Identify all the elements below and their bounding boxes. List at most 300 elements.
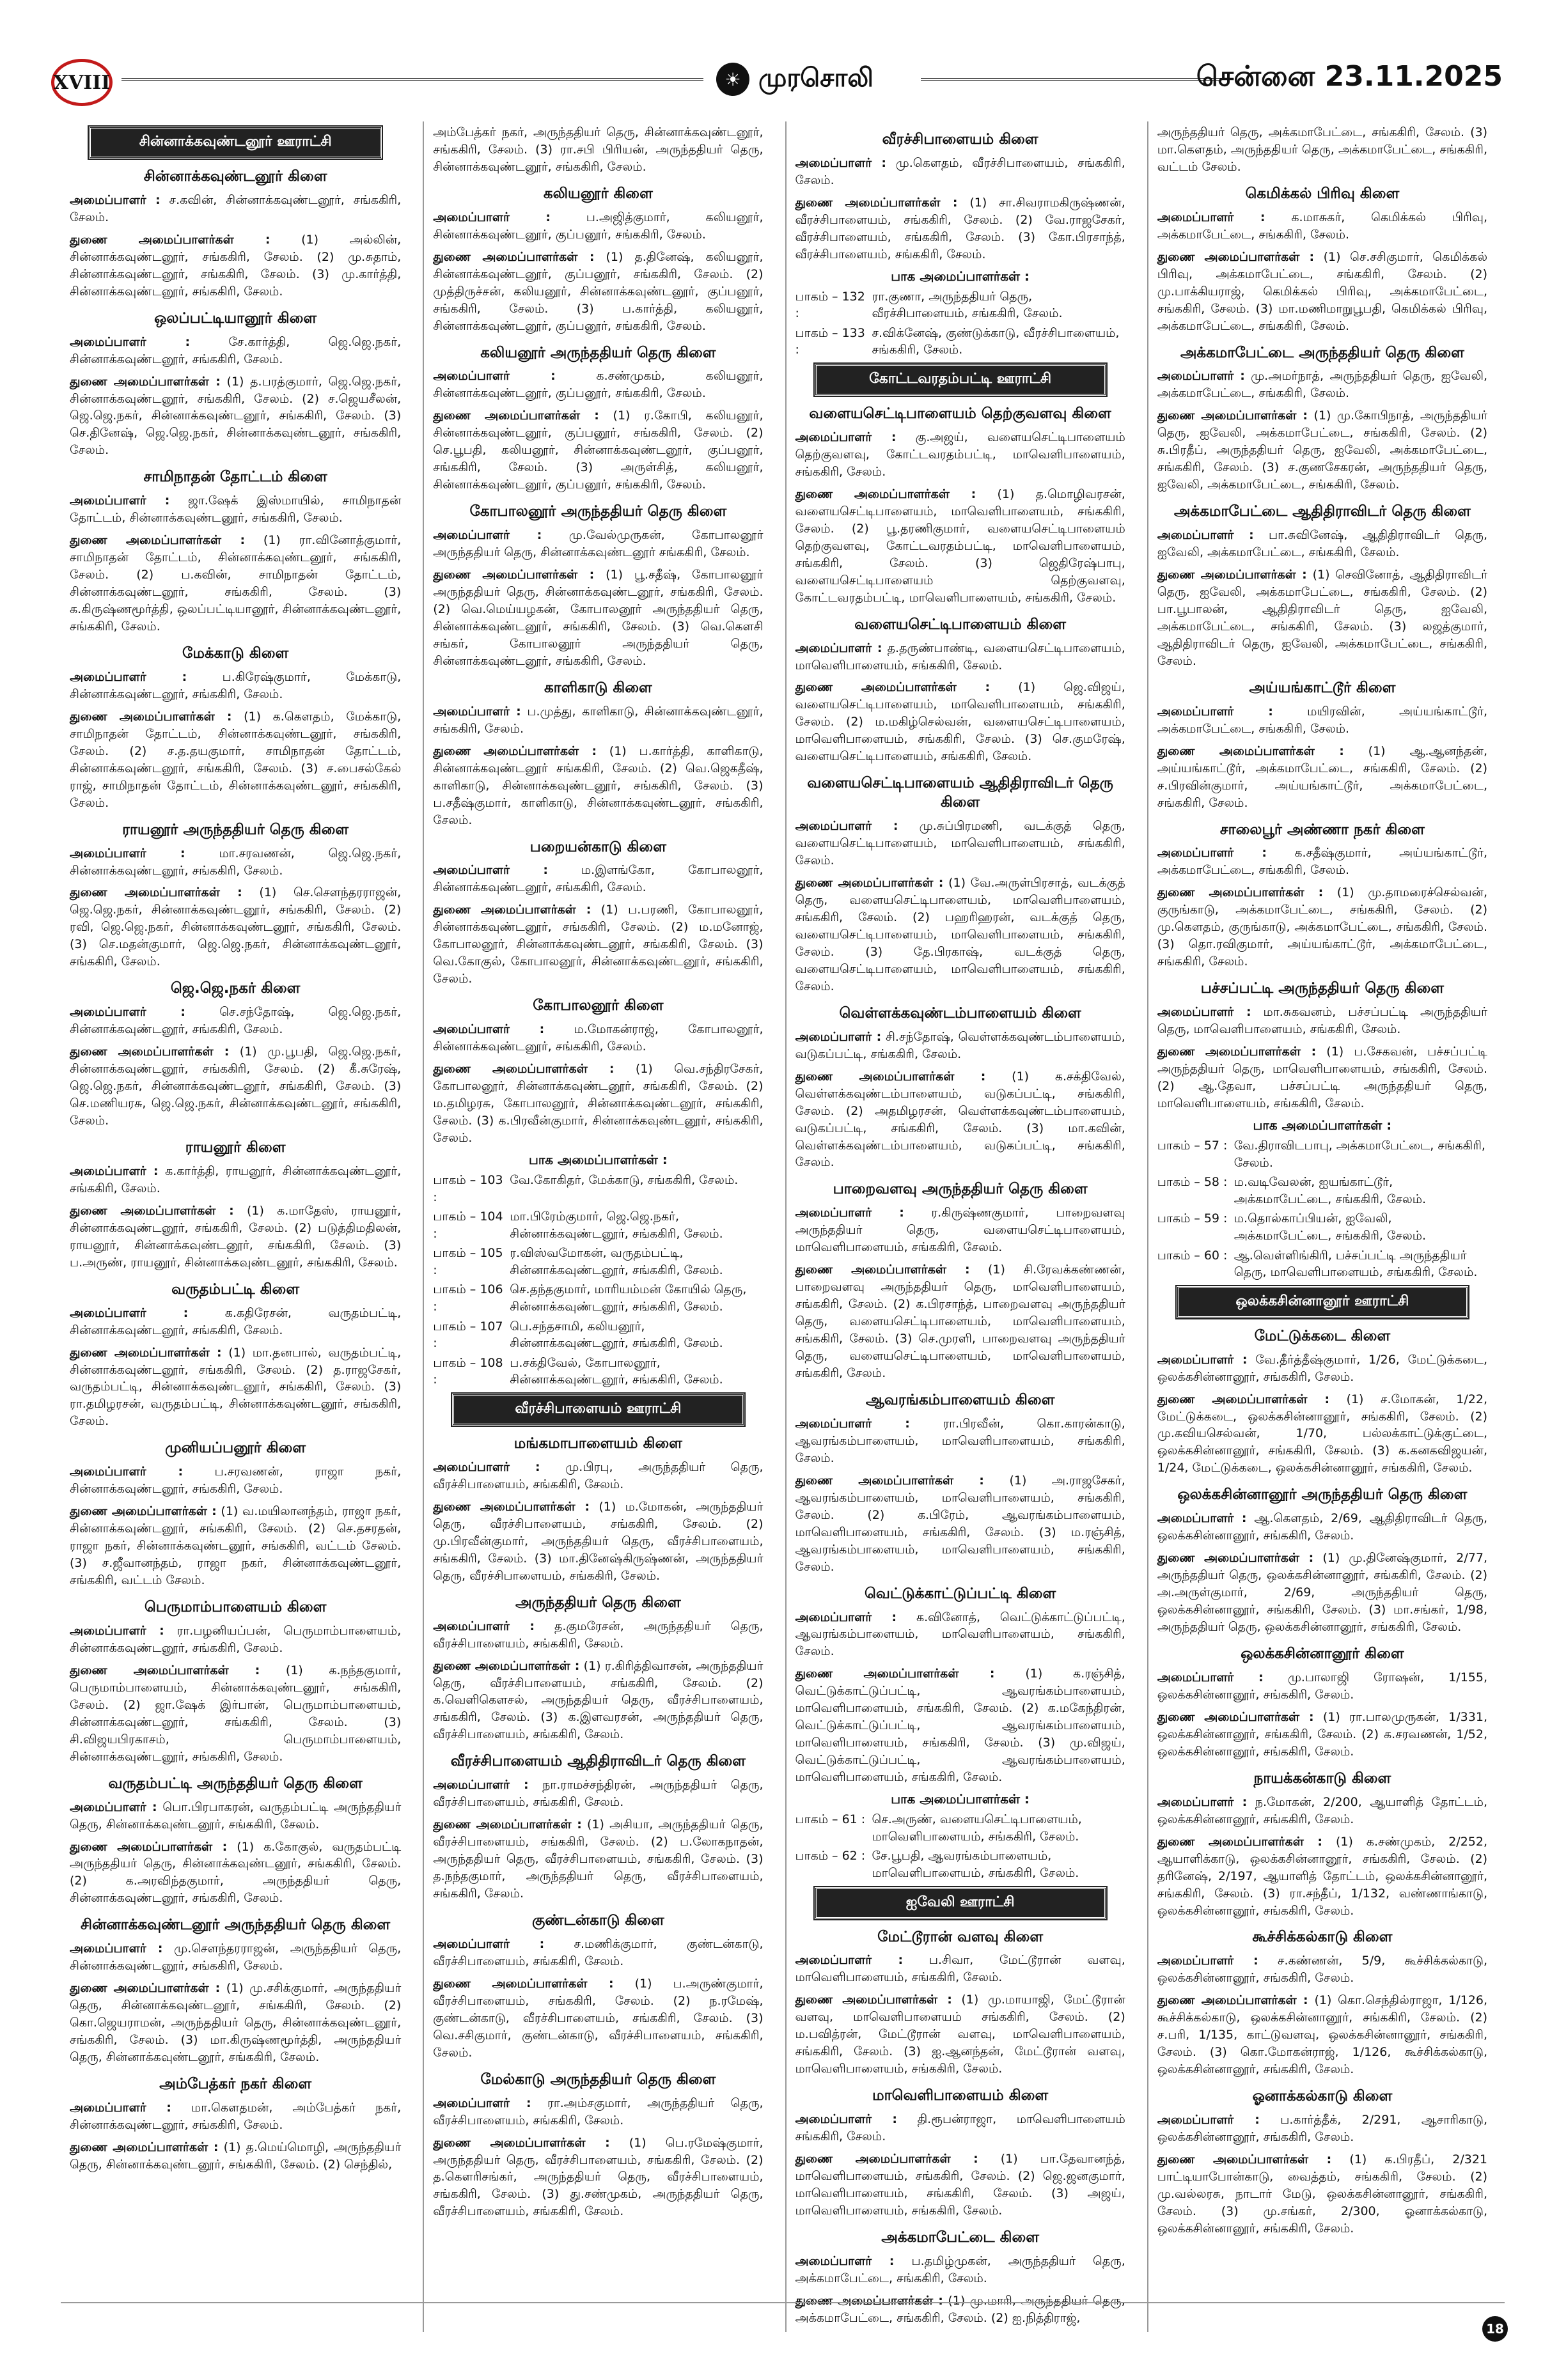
organiser-names: (1) பெ.ரமேஷ்குமார், அருந்ததியர் தெரு, வீரச்சிபாளையம், சங்ககிரி, சேலம். (2) த.கௌரிசங்கர், அருந்ததியர் தெரு, வீரச்சிபாளையம், சங்ககிரி, சேலம். (3) து.சண்முகம், அருந்ததியர் தெரு, வீரச்சிபாளையம், சங்ககிரி, சேலம்.: [433, 2135, 764, 2219]
booth-row: [433, 1172, 763, 1206]
branch-heading: பாறைவளவு அருந்ததியர் தெரு கிளை: [833, 1181, 1088, 1198]
role-label: அமைப்பாளர் :: [70, 1941, 163, 1956]
organiser-names: க.சதீஷ்குமார், அய்யங்காட்டூர், அக்கமாபேட்டை, சங்ககிரி, சேலம்.: [1157, 846, 1487, 878]
role-label: துணை அமைப்பாளர்கள் :: [795, 486, 976, 501]
role-label: துணை அமைப்பாளர்கள் :: [1157, 1045, 1317, 1059]
column-2: [423, 121, 772, 2332]
organiser-entry: [433, 703, 763, 738]
organiser-names: (1) க.கோகுல், வருதம்பட்டி அருந்ததியர் தெரு, சின்னாக்கவுண்டனூர், சங்ககிரி, சேலம். (2) க.அரவிந்தகுமார், அருந்ததியர் தெரு, சின்னாக்கவுண்டனூர், சங்ககிரி, சேலம்.: [70, 1839, 402, 1906]
organiser-entry: [1157, 1550, 1487, 1636]
branch-heading: மேட்டுக்கடை கிளை: [1254, 1327, 1391, 1344]
organiser-names: (1) சி.ரேவக்கண்ணன், பாறைவளவு அருந்ததியர் தெரு, மாவெளிபாளையம், சங்ககிரி, சேலம். (2) க.பிரசாந்த், பாறைவளவு அருந்ததியர் தெரு, வளையசெட்டிபாளையம், மாவெளிபாளையம், சங்ககிரி, சேலம். (3) செ.முரளி, பாறைவளவு அருந்ததியர் தெரு, வளையசெட்டிபாளையம், மாவெளிபாளையம், சங்ககிரி, சேலம்.: [795, 1263, 1125, 1381]
organiser-names: (1) க.சக்திவேல், வெள்ளக்கவுண்டம்பாளையம், வடுகப்பட்டி, சங்ககிரி, சேலம். (2) அதமிழரசன், வெள்ளக்கவுண்டம்பாளையம், வடுகப்பட்டி, சங்ககிரி, சேலம். (3) மா.கவின், வெள்ளக்கவுண்டம்பாளையம், வடுகப்பட்டி, சங்ககிரி, சேலம்.: [795, 1069, 1125, 1170]
organiser-names: ர.கிருஷ்ணகுமார், பாறைவளவு அருந்ததியர் தெரு, வளையசெட்டிபாளையம், மாவெளிபாளையம், சங்ககிரி, சேலம்.: [795, 1206, 1125, 1255]
organiser-names: (1) கொ.செந்தில்ராஜா, 1/126, கூச்சிக்கல்காடு, ஒலக்கசின்னானூர், சங்ககிரி, சேலம். (2) ச.பரி, 1/135, காட்டுவளவு, ஒலக்கசின்னானூர், சங்ககிரி, சேலம். (3) கொ.மோகன்ராஜ், 1/126, கூச்சிக்கல்காடு, ஒலக்கசின்னானூர், சங்ககிரி, சேலம்.: [1157, 1993, 1487, 2077]
booth-organiser: ஆ.வெள்ளிங்கிரி, பச்சப்பட்டி அருந்ததியர் தெரு, மாவெளிபாளையம், சங்ககிரி, சேலம்.: [1234, 1248, 1478, 1280]
role-label: அமைப்பாளர் :: [433, 210, 551, 224]
organiser-names: மு.பாலாஜி ரோஷன், 1/155, ஒலக்கசின்னானூர், சங்ககிரி, சேலம்.: [1157, 1670, 1487, 1702]
role-label: துணை அமைப்பாளர்கள் :: [795, 876, 944, 891]
organiser-entry: [1157, 2112, 1487, 2146]
panchayat-heading: வீரச்சிபாளையம் ஊராட்சி: [452, 1394, 744, 1426]
organiser-names: ந.மோகன், 2/200, ஆயாளித் தோட்டம், ஒலக்கசின்னானூர், சங்ககிரி, சேலம்.: [1157, 1794, 1488, 1826]
branch-heading: குண்டன்காடு கிளை: [531, 1912, 664, 1929]
organiser-names: (1) ப.பரணி, கோபாலனூர், சின்னாக்கவுண்டனூர், சங்ககிரி, சேலம். (2) ம.மனோஜ், கோபாலனூர், சின்னாக்கவுண்டனூர், சங்ககிரி, சேலம். (3) வெ.கோகுல், கோபாலனூர், சின்னாக்கவுண்டனூர், சங்ககிரி, சேலம்.: [433, 903, 764, 986]
organiser-entry: [795, 1609, 1125, 1661]
branch-heading: வீரச்சிபாளையம் ஆதிதிராவிடர் தெரு கிளை: [450, 1753, 746, 1770]
organiser-names: நா.ராமச்சந்திரன், அருந்ததியர் தெரு, வீரச்சிபாளையம், சங்ககிரி, சேலம்.: [433, 1778, 764, 1810]
organiser-names: (1) பூ.சதீஷ், கோபாலனூர் அருந்ததியர் தெரு, சின்னாக்கவுண்டனூர், சங்ககிரி, சேலம். (2) வெ.மெய்யழகன், கோபாலனூர் அருந்ததியர் தெரு, சின்னாக்கவுண்டனூர், சங்ககிரி, சேலம். (3) வெ.கௌசி சங்கர், கோபாலனூர் அருந்ததியர் தெரு, சின்னாக்கவுண்டனூர், சங்ககிரி, சேலம்.: [433, 568, 764, 668]
role-label: துணை அமைப்பாளர்கள் :: [70, 1045, 230, 1059]
booth-row: [433, 1208, 763, 1242]
organiser-names: (1) மு.தினேஷ்குமார், 2/77, அருந்ததியர் தெரு, ஒலக்கசின்னானூர், சங்ககிரி, சேலம். (2) அ.அருள்குமார், 2/69, அருந்ததியர் தெரு, ஒலக்கசின்னானூர், சங்ககிரி, சேலம். (3) மா.சங்கர், 1/98, அருந்ததியர் தெரு, ஒலக்கசின்னானூர், சங்ககிரி, சேலம்.: [1157, 1551, 1487, 1635]
organiser-names: செ.சந்தோஷ், ஜெ.ஜெ.நகர், சின்னாக்கவுண்டனூர், சங்ககிரி, சேலம்.: [70, 1005, 402, 1037]
organiser-entry: [70, 1463, 401, 1498]
panchayat-heading: சின்னாக்கவுண்டனூர் ஊராட்சி: [89, 127, 382, 159]
booth-row: [795, 288, 1125, 322]
booth-row: [433, 1318, 763, 1352]
organiser-names: (1) க.நந்தகுமார், பெருமாம்பாளையம், சின்னாக்கவுண்டனூர், சங்ககிரி, சேலம். (2) ஜா.ஷேக் இர்பான், பெருமாம்பாளையம், சின்னாக்கவுண்டனூர், சங்ககிரி, சேலம். (3) சி.விஜயபிரகாசம், பெருமாம்பாளையம், சின்னாக்கவுண்டனூர், சங்ககிரி, சேலம்.: [70, 1663, 402, 1764]
branch-heading: ஒலக்கசின்னானூர் கிளை: [1241, 1645, 1404, 1663]
branch-heading: ஆவரங்கம்பாளையம் கிளை: [865, 1392, 1055, 1409]
role-label: அமைப்பாளர் :: [795, 155, 886, 170]
organiser-entry: [433, 124, 763, 176]
role-label: துணை அமைப்பாளர்கள் :: [795, 1069, 986, 1084]
role-label: அமைப்பாளர் :: [795, 2253, 895, 2268]
organiser-entry: [433, 1816, 763, 1902]
organiser-names: ப.சரவணன், ராஜா நகர், சின்னாக்கவுண்டனூர், சங்ககிரி, சேலம்.: [70, 1465, 402, 1497]
role-label: அமைப்பாளர் :: [433, 369, 556, 384]
organiser-entry: [1157, 1952, 1487, 1987]
sunrise-emblem-icon: ☀: [716, 63, 749, 96]
organiser-names: க.மாசுகர், கெமிக்கல் பிரிவு, அக்கமாபேட்டை, சங்ககிரி, சேலம்.: [1157, 210, 1487, 242]
role-label: துணை அமைப்பாளர்கள் :: [795, 195, 958, 210]
branch-heading: ஒலப்பட்டியானூர் கிளை: [154, 309, 317, 327]
organiser-names: (1) ர.கோபி, கலியனூர், சின்னாக்கவுண்டனூர், குப்பனூர், சங்ககிரி, சேலம். (2) செ.பூபதி, கலியனூர், சின்னாக்கவுண்டனூர், குப்பனூர், சங்ககிரி, சேலம். (3) அருள்சித், கலியனூர், சின்னாக்கவுண்டனூர், குப்பனூர், சங்ககிரி, சேலம்.: [433, 408, 764, 492]
organiser-entry: [795, 429, 1125, 481]
booth-number: பாகம் – 132 :: [795, 289, 865, 321]
paper-name: முரசொலி: [758, 63, 873, 93]
organiser-names: (1) மு.கோபிநாத், அருந்ததியர் தெரு, ஐவேலி, அக்கமாபேட்டை, சங்ககிரி, சேலம். (2) சு.பிரதீப், அருந்ததியர் தெரு, ஐவேலி, அக்கமாபேட்டை, சங்ககிரி, சேலம். (3) ச.குணசேகரன், அருந்ததியர் தெரு, ஐவேலி, அக்கமாபேட்டை, சங்ககிரி, சேலம்.: [1157, 408, 1487, 492]
booth-number: பாகம் – 107 :: [433, 1319, 503, 1351]
role-label: துணை அமைப்பாளர்கள் :: [1157, 249, 1315, 264]
organiser-entry: [795, 2292, 1125, 2327]
booth-number: பாகம் – 59 :: [1157, 1211, 1228, 1226]
organiser-entry: [1157, 2151, 1487, 2237]
organiser-names: ரா.பிரவீன், கொ.காரன்காடு, ஆவரங்கம்பாளையம், மாவெளிபாளையம், சங்ககிரி, சேலம்.: [795, 1416, 1125, 1465]
organiser-entry: [795, 1029, 1125, 1063]
branch-heading: ராயனூர் கிளை: [185, 1139, 286, 1156]
booth-organiser: ப.சக்திவேல், கோபாலனூர், சின்னாக்கவுண்டனூர், சங்ககிரி, சேலம்.: [510, 1355, 723, 1387]
role-label: அமைப்பாளர் :: [795, 2112, 897, 2127]
organiser-names: (1) செவினோத், ஆதிதிராவிடர் தெரு, ஐவேலி, அக்கமாபேட்டை, சங்ககிரி, சேலம். (2) பா.பூபாலன், ஆதிதிராவிடர் தெரு, ஐவேலி, அக்கமாபேட்டை, சங்ககிரி, சேலம். (3) லஜத்குமார், ஆதிதிராவிடர் தெரு, ஐவேலி, அக்கமாபேட்டை, சங்ககிரி, சேலம்.: [1157, 568, 1487, 668]
role-label: அமைப்பாளர் :: [1157, 2113, 1260, 2127]
organiser-entry: [1157, 124, 1487, 176]
branch-heading: கோபாலனூர் அருந்ததியர் தெரு கிளை: [469, 503, 727, 520]
role-label: அமைப்பாளர் :: [433, 1459, 540, 1474]
organiser-names: (1) க.மாதேஸ், ராயனூர், சின்னாக்கவுண்டனூர், சங்ககிரி, சேலம். (2) படுத்திமதிலன், ராயனூர், சின்னாக்கவுண்டனூர், சங்ககிரி, சேலம். (3) ப.அருண், ராயனூர், சின்னாக்கவுண்டனூர், சங்ககிரி, சேலம்.: [70, 1203, 402, 1270]
branch-heading: அருந்ததியர் தெரு கிளை: [515, 1594, 681, 1611]
organiser-entry: [795, 1952, 1125, 1986]
branch-heading: மேட்டூரான் வளவு கிளை: [877, 1928, 1044, 1945]
panchayat-heading: ஒலக்கசின்னானூர் ஊராட்சி: [1177, 1286, 1468, 1318]
branch-heading: அம்பேத்கர் நகர் கிளை: [159, 2076, 312, 2093]
branch-heading: வெட்டுக்காட்டுப்பட்டி கிளை: [865, 1585, 1056, 1602]
organiser-names: (1) அசியா, அருந்ததியர் தெரு, வீரச்சிபாளையம், சங்ககிரி, சேலம். (2) ப.லோகநாதன், அருந்ததியர் தெரு, வீரச்சிபாளையம், சங்ககிரி, சேலம். (3) த.நந்தகுமார், அருந்ததியர் தெரு, வீரச்சிபாளையம், சங்ககிரி, சேலம்.: [433, 1817, 764, 1901]
organiser-entry: [70, 334, 401, 368]
booth-number: பாகம் – 62 :: [795, 1849, 866, 1863]
organiser-names: கு.அஜய், வளையசெட்டிபாளையம் தெற்குவளவு, கோட்டவரதம்பட்டி, மாவெளிபாளையம், சங்ககிரி, சேலம்.: [795, 430, 1125, 479]
organiser-names: (1) அ.ராஜசேகர், ஆவரங்கம்பாளையம், மாவெளிபாளையம், சங்ககிரி, சேலம். (2) க.பிரேம், ஆவரங்கம்பாளையம், மாவெளிபாளையம், சங்ககிரி, சேலம். (3) ம.ரஞ்சித், ஆவரங்கம்பாளையம், மாவெளிபாளையம், சங்ககிரி, சேலம்.: [795, 1473, 1125, 1574]
role-label: துணை அமைப்பாளர்கள் :: [433, 2135, 610, 2150]
organiser-entry: [433, 1975, 763, 2062]
branch-heading: அக்கமாபேட்டை ஆதிதிராவிடர் தெரு கிளை: [1173, 503, 1471, 520]
role-label: அமைப்பாளர் :: [70, 192, 161, 207]
organiser-names: மு.வேல்முருகன், கோபாலனூர் அருந்ததியர் தெரு, சின்னாக்கவுண்டனூர் சங்ககிரி, சேலம்.: [433, 528, 764, 560]
booth-number: பாகம் – 60 :: [1157, 1248, 1228, 1263]
organiser-entry: [433, 862, 763, 896]
organiser-entry: [70, 708, 401, 812]
role-label: துணை அமைப்பாளர்கள் :: [795, 1263, 970, 1277]
branch-heading: அக்கமாபேட்டை கிளை: [881, 2228, 1039, 2246]
organiser-entry: [795, 1415, 1125, 1467]
organiser-names: க.கார்த்தி, ராயனூர், சின்னாக்கவுண்டனூர், சங்ககிரி, சேலம்.: [70, 1163, 402, 1195]
organiser-entry: [433, 566, 763, 670]
organiser-entry: [1157, 1351, 1487, 1386]
branch-heading: சாமிநாதன் தோட்டம் கிளை: [143, 469, 327, 486]
role-label: துணை அமைப்பாளர்கள் :: [70, 885, 242, 900]
organiser-entry: [70, 1799, 401, 1833]
branch-heading: கலியனூர் அருந்ததியர் தெரு கிளை: [480, 344, 716, 361]
branch-heading: வளையசெட்டிபாளையம் ஆதிதிராவிடர் தெரு கிளை: [807, 775, 1113, 811]
role-label: துணை அமைப்பாளர்கள் :: [70, 1663, 260, 1677]
booth-number: பாகம் – 108 :: [433, 1355, 503, 1387]
organiser-entry: [70, 1043, 401, 1130]
booth-organisers-heading: பாக அமைப்பாளர்கள் :: [891, 1791, 1030, 1807]
organiser-names: மு.பிரபு, அருந்ததியர் தெரு, வீரச்சிபாளையம், சங்ககிரி, சேலம்.: [433, 1459, 764, 1491]
role-label: துணை அமைப்பாளர்கள் :: [795, 1473, 984, 1488]
booth-row: [795, 1847, 1125, 1881]
role-label: அமைப்பாளர் :: [1157, 1352, 1248, 1367]
organiser-names: ம.மோகன்ராஜ், கோபாலனூர், சின்னாக்கவுண்டனூர், சங்ககிரி, சேலம்.: [433, 1022, 764, 1054]
organiser-names: மயிரவின், அய்யங்காட்டூர், அக்கமாபேட்டை, சங்ககிரி, சேலம்.: [1157, 704, 1487, 736]
organiser-entry: [795, 486, 1125, 607]
booth-row: [795, 325, 1125, 359]
booth-number: பாகம் – 57 :: [1157, 1138, 1228, 1153]
booth-number: பாகம் – 105 :: [433, 1246, 503, 1277]
organiser-entry: [1157, 884, 1487, 970]
booth-organisers-heading: பாக அமைப்பாளர்கள் :: [528, 1151, 668, 1167]
role-label: துணை அமைப்பாளர்கள் :: [433, 408, 599, 423]
booth-row: [1157, 1174, 1487, 1208]
organiser-entry: [70, 192, 401, 226]
organiser-names: த.தருண்பாண்டி, வளையசெட்டிபாளையம், மாவெளிபாளையம், சங்ககிரி, சேலம்.: [795, 641, 1125, 673]
organiser-names: (1) அல்லின், சின்னாக்கவுண்டனூர், சங்ககிரி, சேலம். (2) மு.சுதாம், சின்னாக்கவுண்டனூர், சங்ககிரி, சேலம். (3) மு.கார்த்தி, சின்னாக்கவுண்டனூர், சங்ககிரி, சேலம்.: [70, 232, 402, 299]
organiser-entry: [1157, 1391, 1487, 1477]
organiser-names: (1) மு.பூபதி, ஜெ.ஜெ.நகர், சின்னாக்கவுண்டனூர், சங்ககிரி, சேலம். (2) கீ.சுரேஷ், ஜெ.ஜெ.நகர், சின்னாக்கவுண்டனூர், சங்ககிரி, சேலம். (3) செ.மணியரசு, ஜெ.ஜெ.நகர், சின்னாக்கவுண்டனூர், சங்ககிரி, சேலம்.: [70, 1045, 402, 1128]
organiser-entry: [1157, 249, 1487, 335]
role-label: அமைப்பாளர் :: [433, 1022, 545, 1037]
role-label: துணை அமைப்பாளர்கள் :: [1157, 743, 1344, 758]
role-label: அமைப்பாளர் :: [433, 1619, 535, 1633]
organiser-entry: [433, 1021, 763, 1055]
organiser-entry: [70, 492, 401, 527]
role-label: துணை அமைப்பாளர்கள் :: [433, 1062, 615, 1077]
organiser-entry: [1157, 844, 1487, 879]
booth-number: பாகம் – 106 :: [433, 1282, 503, 1314]
organiser-entry: [795, 155, 1125, 189]
header-rule-left: [121, 78, 703, 81]
role-label: துணை அமைப்பாளர்கள் :: [433, 903, 591, 917]
role-label: அமைப்பாளர் :: [1157, 704, 1273, 719]
role-label: துணை அமைப்பாளர்கள் :: [1157, 568, 1307, 582]
organiser-names: வே.தீர்த்தீஷ்குமார், 1/26, மேட்டுக்கடை, ஒலக்கசின்னானூர், சங்ககிரி, சேலம்.: [1157, 1352, 1487, 1384]
branch-heading: ஓனாக்கல்காடு கிளை: [1252, 2088, 1393, 2105]
role-label: அமைப்பாளர் :: [70, 2100, 171, 2115]
role-label: அமைப்பாளர் :: [70, 669, 187, 684]
role-label: அமைப்பாளர் :: [70, 1800, 157, 1814]
booth-row: [1157, 1137, 1487, 1171]
booth-row: [433, 1281, 763, 1315]
role-label: அமைப்பாளர் :: [795, 430, 897, 444]
organiser-entry: [795, 1204, 1125, 1256]
footer-rule: [61, 2302, 1505, 2303]
organiser-entry: [433, 743, 763, 829]
branch-heading: சாலைபூர் அண்ணா நகர் கிளை: [1219, 821, 1425, 838]
branch-heading: முனியப்பனூர் கிளை: [165, 1440, 306, 1457]
branch-heading: கலியனூர் கிளை: [543, 185, 653, 202]
organiser-names: (1) வே.அருள்பிரசாத், வடக்குத் தெரு, வளையசெட்டிபாளையம், மாவெளிபாளையம், சங்ககிரி, சேலம். (2) பஹரிஹரன், வடக்குத் தெரு, வளையசெட்டிபாளையம், மாவெளிபாளையம், சங்ககிரி, சேலம். (3) தே.பிரகாஷ், வடக்குத் தெரு, வளையசெட்டிபாளையம், மாவெளிபாளையம், சங்ககிரி, சேலம்.: [795, 876, 1125, 993]
organiser-names: க.வினோத், வெட்டுக்காட்டுப்பட்டி, ஆவரங்கம்பாளையம், மாவெளிபாளையம், சங்ககிரி, சேலம்.: [795, 1610, 1125, 1659]
organiser-names: (1) மா.தனபால், வருதம்பட்டி, சின்னாக்கவுண்டனூர், சங்ககிரி, சேலம். (2) த.ராஜசேகர், வருதம்பட்டி, சின்னாக்கவுண்டனூர், சங்ககிரி, சேலம். (3) ரா.தமிழரசன், வருதம்பட்டி, சின்னாக்கவுண்டனூர், சங்ககிரி, சேலம்.: [70, 1345, 402, 1429]
branch-heading: வளையசெட்டிபாளையம் கிளை: [854, 616, 1066, 633]
booth-number: பாகம் – 103 :: [433, 1172, 503, 1204]
organiser-names: (1) செ.சசிகுமார், கெமிக்கல் பிரிவு, அக்கமாபேட்டை, சங்ககிரி, சேலம். (2) மு.பாக்கியராஜ், கெமிக்கல் பிரிவு, அக்கமாபேட்டை, சங்ககிரி, சேலம். (3) மா.மணிமாறுபூபதி, கெமிக்கல் பிரிவு, அக்கமாபேட்டை, சங்ககிரி, சேலம்.: [1157, 249, 1488, 333]
organiser-names: (1) மு.தாமரைச்செல்வன், குருங்காடு, அக்கமாபேட்டை, சங்ககிரி, சேலம். (2) மு.கௌதம், குருங்காடு, அக்கமாபேட்டை, சங்ககிரி, சேலம். (3) தொ.ரவிகுமார், அய்யங்காட்டூர், அக்கமாபேட்டை, சங்ககிரி, சேலம்.: [1157, 885, 1488, 969]
role-label: துணை அமைப்பாளர்கள் :: [70, 374, 221, 389]
booth-number: பாகம் – 61 :: [795, 1812, 866, 1827]
organiser-names: (1) சா.சிவராமகிருஷ்ணன், வீரச்சிபாளையம், சங்ககிரி, சேலம். (2) வே.ராஜசேகர், வீரச்சிபாளையம், சங்ககிரி, சேலம். (3) கோ.பிரசாந்த், வீரச்சிபாளையம், சங்ககிரி, சேலம்.: [795, 195, 1125, 261]
booth-row: [1157, 1247, 1487, 1281]
organiser-names: ஆ.கௌதம், 2/69, ஆதிதிராவிடர் தெரு, ஒலக்கசின்னானூர், சங்ககிரி, சேலம்.: [1157, 1511, 1487, 1543]
booth-organiser: ச.விக்னேஷ், குண்டுக்காடு, வீரச்சிபாளையம், சங்ககிரி, சேலம்.: [872, 325, 1120, 357]
role-label: துணை அமைப்பாளர்கள் :: [1157, 1392, 1330, 1406]
organiser-names: (1) செ.சௌந்தரராஜன், ஜெ.ஜெ.நகர், சின்னாக்கவுண்டனூர், சங்ககிரி, சேலம். (2) ரவி, ஜெ.ஜெ.நகர், சின்னாக்கவுண்டனூர், சங்ககிரி, சேலம். (3) செ.மதன்குமார், ஜெ.ஜெ.நகர், சின்னாக்கவுண்டனூர், சங்ககிரி, சேலம்.: [70, 885, 402, 969]
booth-organiser: சே.பூபதி, ஆவரங்கம்பாளையம், மாவெளிபாளையம், சங்ககிரி, சேலம்.: [872, 1849, 1079, 1880]
branch-heading: வருதம்பட்டி கிளை: [171, 1280, 300, 1298]
role-label: அமைப்பாளர் :: [433, 704, 521, 719]
column-3: [785, 121, 1134, 2332]
organiser-entry: [70, 1004, 401, 1038]
organiser-entry: [70, 1980, 401, 2066]
organiser-names: க.கதிரேசன், வருதம்பட்டி, சின்னாக்கவுண்டனூர், சங்ககிரி, சேலம்.: [70, 1305, 402, 1337]
organiser-names: மா.கௌதமன், அம்பேத்கர் நகர், சின்னாக்கவுண்டனூர், சங்ககிரி, சேலம்.: [70, 2100, 402, 2132]
role-label: அமைப்பாளர் :: [70, 1163, 159, 1178]
booth-number: பாகம் – 104 :: [433, 1209, 503, 1241]
booth-organiser: செ.அருண், வளையசெட்டிபாளையம், மாவெளிபாளையம், சங்ககிரி, சேலம்.: [872, 1812, 1082, 1844]
branch-heading: சின்னாக்கவுண்டனூர் கிளை: [143, 168, 327, 185]
organiser-entry: [1157, 1794, 1487, 1828]
organiser-entry: [1157, 527, 1487, 561]
organiser-names: ப.கிரேஷ்குமார், மேக்காடு, சின்னாக்கவுண்டனூர், சங்ககிரி, சேலம்.: [70, 669, 402, 701]
organiser-names: ப.அஜித்குமார், கலியனூர், சின்னாக்கவுண்டனூர், குப்பனூர், சங்ககிரி, சேலம்.: [433, 210, 764, 242]
branch-heading: மேல்காடு அருந்ததியர் தெரு கிளை: [480, 2071, 716, 2088]
role-label: துணை அமைப்பாளர்கள் :: [1157, 408, 1308, 423]
organiser-entry: [795, 2253, 1125, 2287]
role-label: அமைப்பாளர் :: [1157, 528, 1254, 543]
role-label: அமைப்பாளர் :: [433, 863, 548, 878]
organiser-names: (1) ப.சேகவன், பச்சப்பட்டி அருந்ததியர் தெரு, மாவெளிபாளையம், சங்ககிரி, சேலம். (2) ஆ.தேவா, பச்சப்பட்டி அருந்ததியர் தெரு, மாவெளிபாளையம், சங்ககிரி, சேலம்.: [1157, 1045, 1488, 1110]
organiser-names: க.சண்முகம், கலியனூர், சின்னாக்கவுண்டனூர், குப்பனூர், சங்ககிரி, சேலம்.: [433, 369, 764, 401]
role-label: துணை அமைப்பாளர்கள் :: [433, 249, 595, 264]
organiser-entry: [70, 373, 401, 460]
branch-heading: மேக்காடு கிளை: [182, 645, 289, 662]
organiser-entry: [1157, 1004, 1487, 1038]
organiser-names: (1) ஜெ.விஜய், வளையசெட்டிபாளையம், மாவெளிபாளையம், சங்ககிரி, சேலம். (2) ம.மகிழ்செல்வன், வளையசெட்டிபாளையம், மாவெளிபாளையம், சங்ககிரி, சேலம். (3) செ.குமரேஷ், வளையசெட்டிபாளையம், சங்ககிரி, சேலம்.: [795, 680, 1125, 764]
organiser-entry: [433, 407, 763, 494]
organiser-names: (1) வ.மயிலானந்தம், ராஜா நகர், சின்னாக்கவுண்டனூர், சங்ககிரி, சேலம். (2) செ.தசரதன், ராஜா நகர், சின்னாக்கவுண்டனூர், சங்ககிரி, வட்டம் சேலம். (3) ச.ஜீவானந்தம், ராஜா நகர், சின்னாக்கவுண்டனூர், சங்ககிரி, வட்டம் சேலம்.: [70, 1504, 402, 1588]
organiser-names: த.குமரேசன், அருந்ததியர் தெரு, வீரச்சிபாளையம், சங்ககிரி, சேலம்.: [433, 1619, 764, 1651]
organiser-names: மு.அமர்நாத், அருந்ததியர் தெரு, ஐவேலி, அக்கமாபேட்டை, சங்ககிரி, சேலம்.: [1157, 369, 1488, 401]
role-label: துணை அமைப்பாளர்கள் :: [795, 2293, 943, 2308]
organiser-entry: [433, 368, 763, 402]
organiser-names: (1) ப.அருண்குமார், வீரச்சிபாளையம், சங்ககிரி, சேலம். (2) ந.ரமேஷ், குண்டன்காடு, வீரச்சிபாளையம், சங்ககிரி, சேலம். (3) வெ.சசிகுமார், குண்டன்காடு, வீரச்சிபாளையம், சங்ககிரி, சேலம்.: [433, 1976, 764, 2060]
organiser-entry: [433, 1936, 763, 1970]
booth-row: [795, 1811, 1125, 1845]
role-label: துணை அமைப்பாளர்கள் :: [795, 2152, 978, 2166]
booth-row: [1157, 1210, 1487, 1244]
role-label: துணை அமைப்பாளர்கள் :: [70, 1203, 234, 1218]
organiser-names: (1) மு.மாயாஜி, மேட்டூரான் வளவு, மாவெளிபாளையம் சங்ககிரி, சேலம். (2) ம.பவித்ரன், மேட்டூரான் வளவு, மாவெளிபாளையம், சங்ககிரி, சேலம். (3) ஐ.ஆனந்தன், மேட்டூரான் வளவு, மாவெளிபாளையம், சங்ககிரி, சேலம்.: [795, 1993, 1125, 2076]
organiser-entry: [433, 527, 763, 561]
organiser-entry: [70, 1940, 401, 1975]
role-label: துணை அமைப்பாளர்கள் :: [795, 680, 991, 695]
organiser-names: மு.சுப்பிரமணி, வடக்குத் தெரு, வளையசெட்டிபாளையம், மாவெளிபாளையம், சங்ககிரி, சேலம்.: [795, 819, 1125, 868]
booth-number: பாகம் – 58 :: [1157, 1175, 1228, 1190]
organiser-names: சே.கார்த்தி, ஜெ.ஜெ.நகர், சின்னாக்கவுண்டனூர், சங்ககிரி, சேலம்.: [70, 334, 402, 366]
organiser-entry: [70, 231, 401, 300]
organiser-entry: [795, 640, 1125, 674]
organiser-entry: [795, 679, 1125, 765]
branch-heading: சின்னாக்கவுண்டனூர் அருந்ததியர் தெரு கிளை: [81, 1917, 391, 1934]
role-label: துணை அமைப்பாளர்கள் :: [70, 1345, 222, 1360]
organiser-entry: [795, 1665, 1125, 1786]
organiser-entry: [70, 1344, 401, 1431]
organiser-names: ப.தமிழ்முகன், அருந்ததியர் தெரு, அக்கமாபேட்டை, சங்ககிரி, சேலம்.: [795, 2253, 1125, 2285]
booth-organiser: ம.வடிவேலன், ஐயங்காட்டூர், அக்கமாபேட்டை, சங்ககிரி, சேலம்.: [1234, 1175, 1427, 1206]
organiser-entry: [433, 1618, 763, 1653]
role-label: அமைப்பாளர் :: [1157, 846, 1267, 860]
role-label: அமைப்பாளர் :: [1157, 1954, 1258, 1968]
branch-heading: பச்சப்பட்டி அருந்ததியர் தெரு கிளை: [1200, 980, 1444, 997]
organiser-names: அம்பேத்கர் நகர், அருந்ததியர் தெரு, சின்னாக்கவுண்டனூர், சங்ககிரி, சேலம். (3) ரா.சபி பிரியன், அருந்ததியர் தெரு, சின்னாக்கவுண்டனூர், சங்ககிரி, சேலம்.: [433, 125, 764, 174]
branch-heading: பெருமாம்பாளையம் கிளை: [144, 1599, 327, 1616]
organiser-entry: [70, 1622, 401, 1657]
article-columns: [61, 121, 1496, 2325]
organiser-names: ரா.அம்சகுமார், அருந்ததியர் தெரு, வீரச்சிபாளையம், சங்ககிரி, சேலம்.: [433, 2096, 764, 2127]
header-rule-right: [921, 78, 1221, 81]
branch-heading: மாவெளிபாளையம் கிளை: [872, 2087, 1049, 2104]
branch-heading: ஒலக்கசின்னானூர் அருந்ததியர் தெரு கிளை: [1177, 1486, 1468, 1504]
booth-number: பாகம் – 133 :: [795, 325, 865, 357]
organiser-entry: [70, 1839, 401, 1908]
role-label: துணை அமைப்பாளர்கள் :: [1157, 1551, 1314, 1566]
organiser-names: (1) க.கௌதம், மேக்காடு, சாமிநாதன் தோட்டம், சின்னாக்கவுண்டனூர், சங்ககிரி, சேலம். (2) ச.த.தயகுமார், சாமிநாதன் தோட்டம், சின்னாக்கவுண்டனூர், சங்ககிரி, சேலம். (3) ச.பைசல்கேல் ராஜ், சாமிநாதன் தோட்டம், சின்னாக்கவுண்டனூர், சங்ககிரி, சேலம்.: [70, 709, 402, 810]
branch-heading: அய்யங்காட்டூர் கிளை: [1249, 679, 1396, 696]
role-label: அமைப்பாளர் :: [795, 1029, 882, 1044]
role-label: துணை அமைப்பாளர்கள் :: [70, 533, 246, 548]
booth-organiser: மா.பிரேம்குமார், ஜெ.ஜெ.நகர், சின்னாக்கவுண்டனூர், சங்ககிரி, சேலம்.: [510, 1209, 723, 1241]
organiser-entry: [1157, 368, 1487, 402]
organiser-names: (1) த.மொழிவரசன், வளையசெட்டிபாளையம், மாவெளிபாளையம், சங்ககிரி, சேலம். (2) பூ.தரணிகுமார், வளையசெட்டிபாளையம் தெற்குவளவு, கோட்டவரதம்பட்டி, மாவெளிபாளையம், சங்ககிரி, சேலம். (3) ஜெதிரேஷ்பாபு, வளையசெட்டிபாளையம் தெற்குவளவு, கோட்டவரதம்பட்டி, மாவெளிபாளையம், சங்ககிரி, சேலம்.: [795, 486, 1125, 605]
organiser-names: (1) பா.தேவானந்த், மாவெளிபாளையம், சங்ககிரி, சேலம். (2) ஜெ.ஜனகுமார், மாவெளிபாளையம், சங்ககிரி, சேலம். (3) அஜய், மாவெளிபாளையம், சங்ககிரி, சேலம்.: [795, 2152, 1125, 2218]
booth-organisers-heading: பாக அமைப்பாளர்கள் :: [1253, 1117, 1392, 1133]
organiser-entry: [795, 2111, 1125, 2145]
organiser-entry: [70, 1305, 401, 1339]
booth-organiser: ம.தொல்காப்பியன், ஐவேலி, அக்கமாபேட்டை, சங்ககிரி, சேலம்.: [1234, 1211, 1427, 1243]
branch-heading: கெமிக்கல் பிரிவு கிளை: [1245, 185, 1400, 202]
role-label: அமைப்பாளர் :: [1157, 369, 1245, 384]
organiser-entry: [70, 1503, 401, 1589]
role-label: துணை அமைப்பாளர்கள் :: [433, 1817, 582, 1832]
organiser-entry: [433, 1658, 763, 1744]
role-label: துணை அமைப்பாளர்கள் :: [433, 1976, 614, 1991]
organiser-entry: [795, 194, 1125, 263]
organiser-entry: [795, 1068, 1125, 1172]
role-label: அமைப்பாளர் :: [795, 819, 898, 834]
role-label: அமைப்பாளர் :: [795, 641, 882, 655]
role-label: துணை அமைப்பாளர்கள் :: [1157, 1834, 1322, 1849]
role-label: துணை அமைப்பாளர்கள் :: [1157, 1993, 1308, 2008]
panchayat-heading: ஐவேலி ஊராட்சி: [815, 1887, 1106, 1919]
role-label: அமைப்பாளர் :: [433, 528, 542, 543]
organiser-names: ப.முத்து, காளிகாடு, சின்னாக்கவுண்டனூர், சங்ககிரி, சேலம்.: [433, 704, 764, 736]
booth-row: [433, 1355, 763, 1388]
organiser-entry: [433, 2135, 763, 2221]
organiser-names: (1) ரா.வினோத்குமார், சாமிநாதன் தோட்டம், சின்னாக்கவுண்டனூர், சங்ககிரி, சேலம். (2) ப.கவின், சாமிநாதன் தோட்டம், சின்னாக்கவுண்டனூர், சங்ககிரி, சேலம். (3) க.கிருஷ்ணமூர்த்தி, ஒலப்பட்டியானூர், சின்னாக்கவுண்டனூர், சங்ககிரி, சேலம்.: [70, 533, 402, 634]
organiser-entry: [1157, 1669, 1487, 1704]
role-label: துணை அமைப்பாளர்கள் :: [1157, 885, 1324, 900]
branch-heading: கூச்சிக்கல்காடு கிளை: [1252, 1929, 1393, 1946]
role-label: அமைப்பாளர் :: [70, 846, 185, 860]
organiser-names: ம.இளங்கோ, கோபாலனூர், சின்னாக்கவுண்டனூர், சங்ககிரி, சேலம்.: [433, 863, 764, 895]
dateline: சென்னை 23.11.2025: [1196, 59, 1503, 93]
role-label: துணை அமைப்பாளர்கள் :: [70, 1504, 217, 1519]
organiser-entry: [795, 1472, 1125, 1576]
page-header: [38, 45, 1503, 115]
booth-organiser: பெ.சந்தசாமி, கலியனூர், சின்னாக்கவுண்டனூர், சங்ககிரி, சேலம்.: [510, 1319, 723, 1351]
booth-organiser: ர.விஸ்வமோகன், வருதம்பட்டி, சின்னாக்கவுண்டனூர், சங்ககிரி, சேலம்.: [510, 1246, 723, 1277]
organiser-entry: [70, 884, 401, 970]
branch-heading: காளிகாடு கிளை: [544, 679, 652, 696]
organiser-entry: [70, 532, 401, 635]
branch-heading: கோபாலனூர் கிளை: [533, 997, 664, 1015]
organiser-entry: [1157, 209, 1487, 244]
booth-organiser: வே.திராவிடபாபு, அக்கமாபேட்டை, சங்ககிரி, சேலம்.: [1234, 1138, 1485, 1170]
organiser-names: ரா.பழனியப்பன், பெருமாம்பாளையம், சின்னாக்கவுண்டனூர், சங்ககிரி, சேலம்.: [70, 1623, 402, 1655]
role-label: அமைப்பாளர் :: [1157, 1794, 1248, 1809]
role-label: அமைப்பாளர் :: [433, 2096, 531, 2110]
organiser-names: மா.சரவணன், ஜெ.ஜெ.நகர், சின்னாக்கவுண்டனூர், சங்ககிரி, சேலம்.: [70, 846, 402, 878]
role-label: துணை அமைப்பாளர்கள் :: [433, 568, 595, 582]
organiser-entry: [1157, 1992, 1487, 2078]
organiser-names: (1) த.மெய்மொழி, அருந்ததியர் தெரு, சின்னாக்கவுண்டனூர், சங்ககிரி, சேலம். (2) செந்தில்,: [70, 2140, 402, 2172]
organiser-entry: [1157, 1709, 1487, 1761]
role-label: அமைப்பாளர் :: [70, 1305, 189, 1320]
organiser-entry: [795, 2151, 1125, 2220]
branch-heading: ஜெ.ஜெ.நகர் கிளை: [170, 980, 301, 997]
organiser-names: ச.கவின், சின்னாக்கவுண்டனூர், சங்ககிரி, சேலம்.: [70, 192, 402, 224]
organiser-entry: [70, 1163, 401, 1197]
